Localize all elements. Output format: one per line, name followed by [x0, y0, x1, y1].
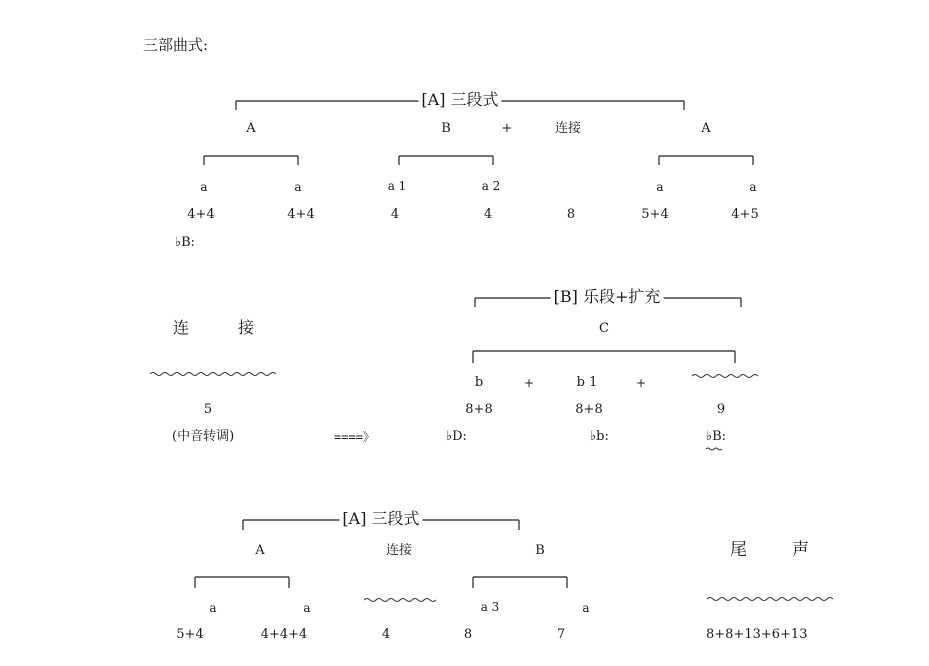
bar-count: 8+8: [465, 402, 493, 417]
wavy-line-a2-link: [364, 599, 436, 602]
phrase-label: a: [294, 180, 302, 194]
phrase-label: a: [200, 180, 208, 194]
phrase-label: a: [582, 601, 590, 615]
bracket-a1-sub-a: [204, 156, 298, 165]
bar-count: 4+4: [187, 207, 215, 222]
phrase-label: a: [656, 180, 664, 194]
bar-count: 8+8: [575, 402, 603, 417]
section-a1-label-link: 连接: [554, 121, 582, 136]
link-label-2: 接: [238, 318, 255, 337]
phrase-label: a: [749, 180, 757, 194]
page-heading: 三部曲式:: [143, 36, 209, 54]
section-a1-title: [A] 三段式: [418, 92, 501, 108]
phrase-label: b 1: [576, 375, 598, 390]
wavy-line-coda: [707, 598, 833, 601]
wavy-line-b-extension: [692, 375, 758, 378]
bar-count: 4: [381, 627, 391, 642]
bar-count: 5+4: [641, 207, 669, 222]
bar-count: 8: [566, 207, 576, 222]
section-a1-label-plus: +: [501, 121, 513, 136]
phrase-label: a 1: [387, 179, 407, 193]
section-a2-label-a: A: [255, 543, 265, 558]
coda-bar-count: 8+8+13+6+13: [706, 627, 808, 642]
section-a2-label-b: B: [535, 543, 545, 558]
phrase-label: a: [303, 601, 311, 615]
bracket-b-sub: [473, 351, 735, 363]
bar-count: 7: [556, 627, 566, 642]
coda-label-2: 声: [792, 540, 809, 560]
bar-count: 9: [716, 402, 726, 417]
bar-count: 8: [463, 627, 473, 642]
bar-count: 4: [390, 207, 400, 222]
bracket-a2-sub-a: [195, 577, 289, 588]
section-a1-label-a-left: A: [246, 121, 256, 136]
phrase-label: a 2: [481, 179, 501, 193]
plus-sign: +: [635, 376, 647, 390]
phrase-label: a 3: [480, 600, 500, 614]
key-label: ♭D:: [446, 429, 467, 444]
bar-count: 4+5: [731, 207, 759, 222]
bar-count: 4: [483, 207, 493, 222]
bracket-a2-sub-b: [473, 577, 567, 588]
bar-count: 4+4+4: [260, 627, 308, 642]
section-b-title: [B] 乐段+扩充: [551, 289, 664, 305]
key-label: ♭b:: [590, 429, 609, 444]
phrase-label: a: [209, 601, 217, 615]
plus-sign: +: [523, 376, 535, 390]
section-a1-label-b: B: [441, 121, 451, 136]
link-note: (中音转调): [172, 429, 235, 444]
bracket-a1-sub-b: [399, 156, 493, 165]
section-a2-title: [A] 三段式: [339, 511, 422, 527]
section-a1-label-a-right: A: [701, 121, 711, 136]
key-label: ♭B:: [175, 235, 196, 250]
section-a2-label-link: 连接: [385, 543, 413, 558]
coda-label-1: 尾: [730, 540, 747, 560]
wavy-line-link: [150, 373, 276, 376]
section-b-sub: C: [599, 321, 609, 336]
link-bar-count: 5: [203, 402, 213, 417]
wavy-line-key-underline: [706, 448, 722, 450]
bar-count: 4+4: [287, 207, 315, 222]
phrase-label: b: [474, 375, 484, 390]
key-label: ♭B:: [706, 429, 727, 444]
transition-arrow: ====》: [334, 430, 375, 444]
bar-count: 5+4: [176, 627, 204, 642]
link-label-1: 连: [173, 318, 190, 337]
bracket-a1-sub-a-right: [659, 156, 753, 165]
